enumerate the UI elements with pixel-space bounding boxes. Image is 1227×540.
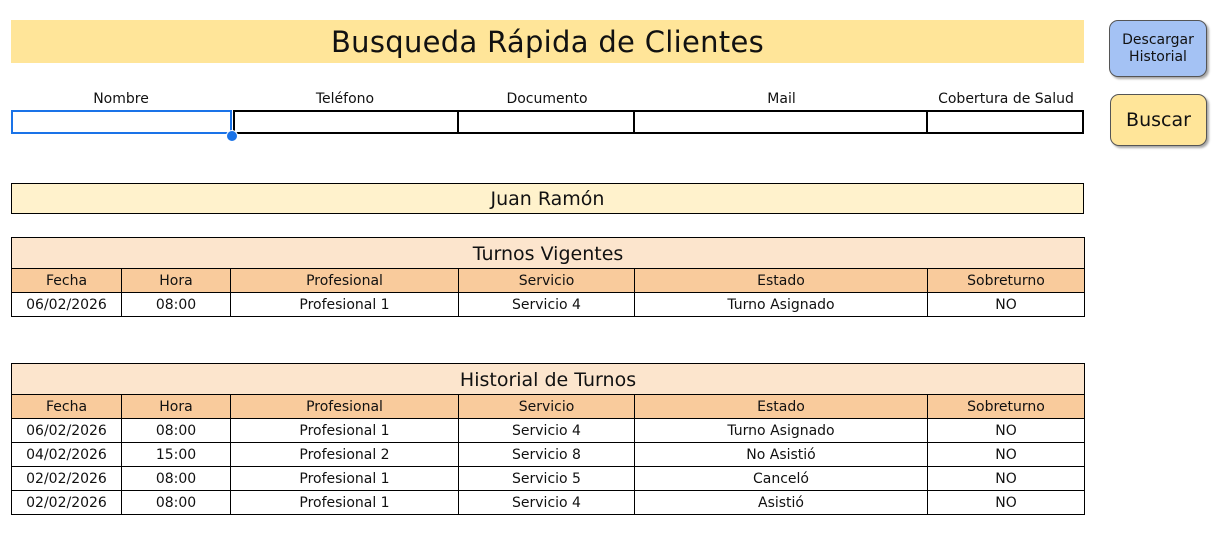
table-cell[interactable]: Servicio 8 [459, 443, 635, 467]
table-cell[interactable]: NO [928, 491, 1085, 515]
table-cell[interactable]: Canceló [635, 467, 928, 491]
table-row[interactable] [12, 491, 1085, 515]
search-button[interactable]: Buscar [1110, 94, 1207, 146]
table-cell[interactable]: 15:00 [122, 443, 231, 467]
table-cell[interactable]: NO [928, 419, 1085, 443]
table-cell[interactable]: 08:00 [122, 491, 231, 515]
table-cell[interactable]: NO [928, 467, 1085, 491]
column-header: Estado [635, 269, 928, 293]
download-history-label-line1: Descargar [1122, 31, 1194, 48]
appointment-history-table [11, 363, 1085, 515]
table-cell[interactable]: NO [928, 293, 1085, 317]
current-appointments-title: Turnos Vigentes [12, 238, 1085, 269]
column-header: Servicio [459, 395, 635, 419]
table-cell[interactable]: 02/02/2026 [12, 467, 122, 491]
column-header: Fecha [12, 395, 122, 419]
column-header: Fecha [12, 269, 122, 293]
table-row[interactable] [12, 293, 1085, 317]
table-cell[interactable]: Asistió [635, 491, 928, 515]
current-appointments-table [11, 237, 1085, 317]
mail-input[interactable] [633, 110, 928, 134]
column-header: Sobreturno [928, 269, 1085, 293]
table-cell[interactable]: 06/02/2026 [12, 293, 122, 317]
table-cell[interactable]: Profesional 1 [231, 491, 459, 515]
table-cell[interactable]: 06/02/2026 [12, 419, 122, 443]
table-cell[interactable]: No Asistió [635, 443, 928, 467]
client-name: Juan Ramón [11, 183, 1084, 214]
table-cell[interactable]: Turno Asignado [635, 419, 928, 443]
column-header: Estado [635, 395, 928, 419]
table-cell[interactable]: 08:00 [122, 467, 231, 491]
table-row[interactable] [12, 467, 1085, 491]
download-history-label-line2: Historial [1129, 48, 1187, 65]
name-input[interactable] [11, 110, 232, 134]
health-coverage-input[interactable] [926, 110, 1084, 134]
table-cell[interactable]: Profesional 1 [231, 419, 459, 443]
table-row[interactable] [12, 419, 1085, 443]
table-cell[interactable]: 08:00 [122, 293, 231, 317]
download-history-button[interactable] [1109, 20, 1207, 77]
mail-field-label: Mail [767, 91, 796, 107]
document-field-label: Documento [506, 91, 588, 107]
table-header-row [12, 269, 1085, 293]
phone-field-label: Teléfono [315, 91, 375, 107]
phone-input[interactable] [233, 110, 459, 134]
appointment-history-title: Historial de Turnos [12, 364, 1085, 395]
table-cell[interactable]: Profesional 2 [231, 443, 459, 467]
table-cell[interactable]: Servicio 4 [459, 293, 635, 317]
cell-selection-handle[interactable] [226, 130, 238, 142]
table-cell[interactable]: 08:00 [122, 419, 231, 443]
column-header: Sobreturno [928, 395, 1085, 419]
column-header: Servicio [459, 269, 635, 293]
table-cell[interactable]: Turno Asignado [635, 293, 928, 317]
table-cell[interactable]: Profesional 1 [231, 467, 459, 491]
table-cell[interactable]: Servicio 4 [459, 419, 635, 443]
table-cell[interactable]: Servicio 4 [459, 491, 635, 515]
name-field-label: Nombre [93, 91, 149, 107]
table-cell[interactable]: 02/02/2026 [12, 491, 122, 515]
table-cell[interactable]: 04/02/2026 [12, 443, 122, 467]
column-header: Hora [122, 395, 231, 419]
page-title: Busqueda Rápida de Clientes [11, 20, 1084, 63]
table-cell[interactable]: NO [928, 443, 1085, 467]
table-cell[interactable]: Servicio 5 [459, 467, 635, 491]
table-header-row [12, 395, 1085, 419]
column-header: Profesional [231, 269, 459, 293]
column-header: Profesional [231, 395, 459, 419]
table-row[interactable] [12, 443, 1085, 467]
table-cell[interactable]: Profesional 1 [231, 293, 459, 317]
column-header: Hora [122, 269, 231, 293]
health-coverage-field-label: Cobertura de Salud [938, 91, 1074, 107]
document-input[interactable] [457, 110, 635, 134]
